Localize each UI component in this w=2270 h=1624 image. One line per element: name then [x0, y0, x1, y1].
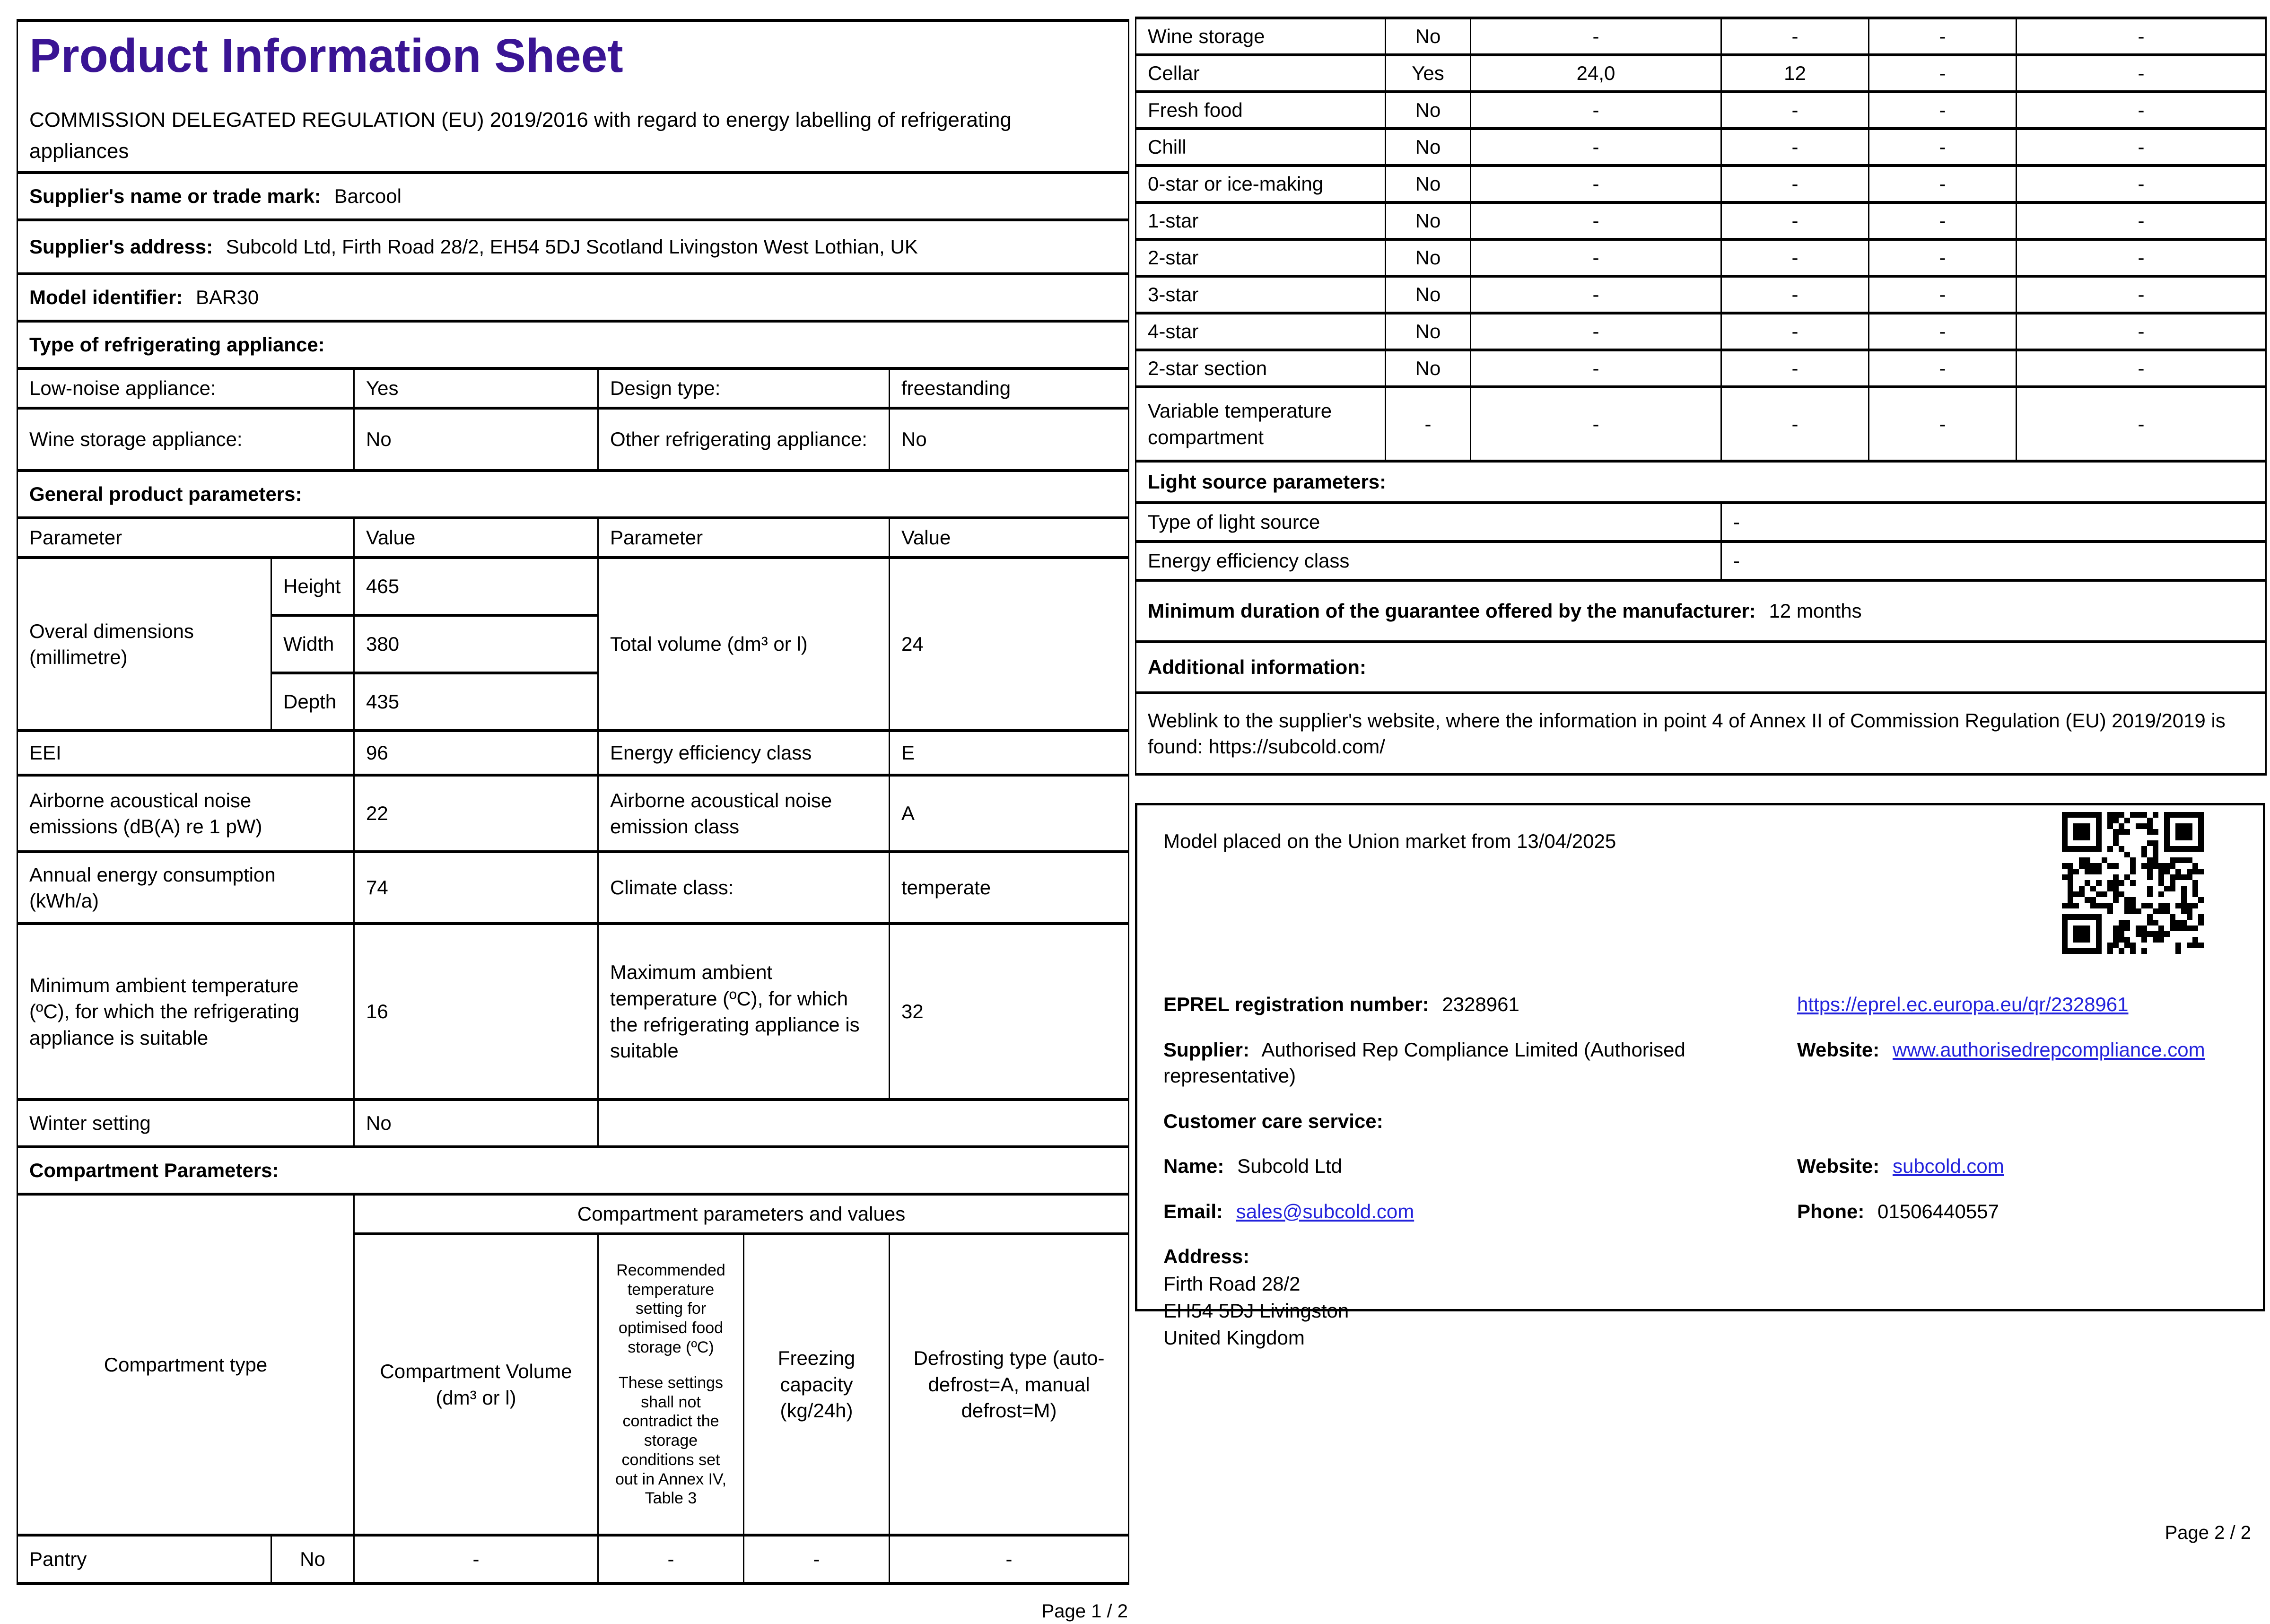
compartment-temp-cell: 12: [1721, 55, 1869, 92]
page-title: Product Information Sheet: [29, 29, 623, 82]
compartment-present-cell: No: [1386, 313, 1471, 350]
care-name: [1163, 1153, 1778, 1179]
compartment-defrost-cell: -: [890, 1535, 1129, 1583]
depth-value: 435: [354, 673, 598, 731]
light-type-value: -: [1721, 503, 2266, 541]
compartment-defrost-cell: -: [2017, 239, 2266, 276]
min-ambient-label: Minimum ambient temperature (ºC), for which the refrigerating appliance is suitable: [17, 924, 354, 1100]
supplier-address-value: Subcold Ltd, Firth Road 28/2, EH54 5DJ Scotland Livingston West Lothian, UK: [226, 236, 918, 258]
compartment-defrost-cell: -: [2017, 18, 2266, 55]
supplier-website-label: Website:: [1797, 1038, 1880, 1061]
compartment-row: [1136, 350, 2266, 387]
compartment-present-cell: No: [1386, 92, 1471, 129]
compartment-name-cell: 0-star or ice-making: [1136, 166, 1386, 202]
care-website-link[interactable]: subcold.com: [1892, 1155, 2004, 1178]
noise-class-label: Airborne acoustical noise emission class: [598, 775, 890, 852]
compartment-defrost-cell: -: [2017, 92, 2266, 129]
max-ambient-label: Maximum ambient temperature (ºC), for which the refrigerating appliance is suitable: [598, 924, 890, 1100]
winter-setting-value: No: [354, 1100, 598, 1147]
page2-table: [1135, 17, 2267, 776]
compartment-defrost-cell: -: [2017, 350, 2266, 387]
regulation-subtitle: COMMISSION DELEGATED REGULATION (EU) 2019/2016 with regard to energy labelling of refrigerating appliances: [29, 108, 1012, 163]
compartment-temp-cell: -: [1721, 129, 1869, 166]
compartment-volume-header: Compartment Volume (dm³ or l): [354, 1234, 598, 1535]
weblink-text: Weblink to the supplier's website, where the information in point 4 of Annex II of Commission Regulation (EU) 2019/2019 is found:: [1148, 709, 2226, 758]
other-appliance-value: No: [890, 408, 1129, 471]
compartment-present-cell: No: [271, 1535, 354, 1583]
freezing-capacity-header: Freezing capacity (kg/24h): [744, 1234, 890, 1535]
climate-class-label: Climate class:: [598, 852, 890, 924]
compartment-name-cell: Cellar: [1136, 55, 1386, 92]
compartment-defrost-cell: -: [2017, 166, 2266, 202]
market-date-line: Model placed on the Union market from 13/04/2025: [1163, 830, 1616, 852]
compartment-temp-cell: -: [1721, 166, 1869, 202]
compartment-row: [1136, 55, 2266, 92]
compartment-freezing-cell: -: [1869, 129, 2017, 166]
compartment-name-cell: Variable temperature compartment: [1136, 387, 1386, 461]
compartment-present-cell: No: [1386, 166, 1471, 202]
compartment-freezing-cell: -: [1869, 92, 2017, 129]
eprel-registration: [1163, 991, 1778, 1017]
height-value: 465: [354, 558, 598, 615]
compartment-present-cell: Yes: [1386, 55, 1471, 92]
supplier-website: [1797, 1037, 2237, 1063]
compartment-name-cell: 2-star section: [1136, 350, 1386, 387]
supplier-name-value: Barcool: [334, 185, 402, 208]
wine-storage-appliance-value: No: [354, 408, 598, 471]
compartment-present-cell: No: [1386, 239, 1471, 276]
compartment-row: [1136, 92, 2266, 129]
compartment-temp-cell: -: [1721, 313, 1869, 350]
compartment-row: [1136, 313, 2266, 350]
title-block: [17, 20, 1129, 173]
care-address-line: United Kingdom: [1163, 1327, 1305, 1349]
supplier-representative: [1163, 1037, 1778, 1089]
energy-class-label: Energy efficiency class: [598, 731, 890, 775]
compartment-freezing-cell: -: [1869, 166, 2017, 202]
width-label: Width: [271, 615, 354, 673]
care-name-value: Subcold Ltd: [1237, 1155, 1342, 1178]
compartment-temp-cell: -: [598, 1535, 744, 1583]
noise-label: Airborne acoustical noise emissions (dB(A) re 1 pW): [17, 775, 354, 852]
care-phone: [1797, 1198, 2237, 1224]
guarantee-row: [1136, 580, 2266, 642]
compartment-name-cell: Pantry: [17, 1535, 271, 1583]
recommended-temp-header-part2: These settings shall not contradict the storage conditions set out in Annex IV, Table 3: [615, 1373, 727, 1508]
weblink-url: https://subcold.com/: [1208, 735, 1385, 758]
care-phone-label: Phone:: [1797, 1200, 1865, 1222]
width-value: 380: [354, 615, 598, 673]
compartment-volume-cell: -: [1471, 313, 1721, 350]
compartment-volume-cell: -: [1471, 18, 1721, 55]
eprel-link[interactable]: https://eprel.ec.europa.eu/qr/2328961: [1797, 993, 2129, 1016]
compartment-temp-cell: -: [1721, 276, 1869, 313]
wine-storage-appliance-label: Wine storage appliance:: [17, 408, 354, 471]
height-label: Height: [271, 558, 354, 615]
compartment-row-pantry: [17, 1535, 1129, 1583]
light-source-heading: Light source parameters:: [1136, 461, 2266, 503]
compartment-freezing-cell: -: [744, 1535, 890, 1583]
model-identifier-value: BAR30: [196, 286, 259, 309]
care-website-label: Website:: [1797, 1155, 1880, 1178]
care-email-link[interactable]: sales@subcold.com: [1236, 1200, 1414, 1222]
compartment-volume-cell: 24,0: [1471, 55, 1721, 92]
compartment-freezing-cell: -: [1869, 276, 2017, 313]
light-class-label: Energy efficiency class: [1136, 541, 1721, 580]
compartment-name-cell: 2-star: [1136, 239, 1386, 276]
compartment-name-cell: 4-star: [1136, 313, 1386, 350]
compartment-defrost-cell: -: [2017, 129, 2266, 166]
compartment-name-cell: 3-star: [1136, 276, 1386, 313]
total-volume-label: Total volume (dm³ or l): [598, 558, 890, 731]
type-heading: Type of refrigerating appliance:: [17, 321, 1129, 368]
compartment-volume-cell: -: [1471, 166, 1721, 202]
eprel-model-box: [1135, 803, 2265, 1349]
compartment-name-cell: Chill: [1136, 129, 1386, 166]
compartment-row: [1136, 18, 2266, 55]
compartment-group-header: Compartment parameters and values: [354, 1194, 1129, 1234]
noise-class-value: A: [890, 775, 1129, 852]
compartment-parameters-heading: Compartment Parameters:: [17, 1147, 1129, 1194]
supplier-label: Supplier:: [1163, 1038, 1250, 1061]
compartment-volume-cell: -: [1471, 350, 1721, 387]
model-identifier-label: Model identifier:: [29, 286, 183, 309]
compartment-type-header: Compartment type: [17, 1194, 354, 1535]
depth-label: Depth: [271, 673, 354, 731]
compartment-temp-cell: -: [1721, 92, 1869, 129]
compartment-row: [1136, 239, 2266, 276]
care-website: [1797, 1153, 2237, 1179]
other-appliance-label: Other refrigerating appliance:: [598, 408, 890, 471]
min-ambient-value: 16: [354, 924, 598, 1100]
page-2: [1135, 17, 2265, 1349]
compartment-name-cell: Wine storage: [1136, 18, 1386, 55]
compartment-present-cell: No: [1386, 202, 1471, 239]
compartment-row: [1136, 276, 2266, 313]
compartment-temp-cell: -: [1721, 239, 1869, 276]
compartment-present-cell: No: [1386, 350, 1471, 387]
customer-care-heading: Customer care service:: [1163, 1109, 1383, 1132]
winter-setting-label: Winter setting: [17, 1100, 354, 1147]
general-parameters-heading: General product parameters:: [17, 471, 1129, 518]
compartment-row: [1136, 129, 2266, 166]
page1-table: [17, 19, 1129, 1585]
supplier-name-label: Supplier's name or trade mark:: [29, 185, 321, 208]
supplier-website-link[interactable]: www.authorisedrepcompliance.com: [1892, 1038, 2205, 1061]
compartment-defrost-cell: -: [2017, 387, 2266, 461]
light-type-label: Type of light source: [1136, 503, 1721, 541]
value-header-1: Value: [354, 518, 598, 558]
winter-setting-empty-cell: [598, 1100, 1129, 1147]
compartment-temp-cell: -: [1721, 387, 1869, 461]
defrosting-type-header: Defrosting type (auto-defrost=A, manual defrost=M): [890, 1234, 1129, 1535]
weblink-row: [1136, 693, 2266, 774]
compartment-name-cell: Fresh food: [1136, 92, 1386, 129]
compartment-freezing-cell: -: [1869, 387, 2017, 461]
compartment-row: [1136, 387, 2266, 461]
value-header-2: Value: [890, 518, 1129, 558]
dimensions-label: Overal dimensions (millimetre): [17, 558, 271, 731]
climate-class-value: temperate: [890, 852, 1129, 924]
page2-footer: Page 2 / 2: [2165, 1522, 2251, 1543]
compartment-volume-cell: -: [1471, 387, 1721, 461]
care-address-block: [1163, 1243, 2237, 1351]
compartment-defrost-cell: -: [2017, 276, 2266, 313]
page-1: [17, 19, 1128, 1624]
noise-value: 22: [354, 775, 598, 852]
supplier-address-row: [17, 220, 1129, 274]
guarantee-label: Minimum duration of the guarantee offered by the manufacturer:: [1148, 600, 1756, 622]
low-noise-value: Yes: [354, 368, 598, 408]
compartment-volume-cell: -: [1471, 239, 1721, 276]
eei-label: EEI: [17, 731, 354, 775]
supplier-address-label: Supplier's address:: [29, 236, 213, 258]
annual-energy-value: 74: [354, 852, 598, 924]
compartment-temp-cell: -: [1721, 350, 1869, 387]
model-identifier-row: [17, 274, 1129, 321]
compartment-volume-cell: -: [1471, 129, 1721, 166]
eprel-number: 2328961: [1442, 993, 1519, 1016]
compartment-freezing-cell: -: [1869, 202, 2017, 239]
recommended-temp-header: [598, 1234, 744, 1535]
max-ambient-value: 32: [890, 924, 1129, 1100]
light-class-value: -: [1721, 541, 2266, 580]
compartment-defrost-cell: -: [2017, 55, 2266, 92]
compartment-volume-cell: -: [1471, 202, 1721, 239]
compartment-freezing-cell: -: [1869, 55, 2017, 92]
eei-value: 96: [354, 731, 598, 775]
page1-footer: Page 1 / 2: [1041, 1601, 1128, 1622]
qr-code: [2062, 812, 2204, 954]
energy-class-value: E: [890, 731, 1129, 775]
compartment-defrost-cell: -: [2017, 202, 2266, 239]
supplier-name-row: [17, 173, 1129, 220]
compartment-freezing-cell: -: [1869, 313, 2017, 350]
supplier-value: Authorised Rep Compliance Limited (Authorised representative): [1163, 1038, 1685, 1087]
compartment-present-cell: No: [1386, 129, 1471, 166]
param-header-1: Parameter: [17, 518, 354, 558]
total-volume-value: 24: [890, 558, 1129, 731]
care-email-label: Email:: [1163, 1200, 1223, 1222]
compartment-volume-cell: -: [1471, 276, 1721, 313]
design-type-value: freestanding: [890, 368, 1129, 408]
compartment-volume-cell: -: [1471, 92, 1721, 129]
design-type-label: Design type:: [598, 368, 890, 408]
param-header-2: Parameter: [598, 518, 890, 558]
compartment-temp-cell: -: [1721, 202, 1869, 239]
compartment-present-cell: No: [1386, 276, 1471, 313]
additional-info-heading: Additional information:: [1136, 642, 2266, 693]
recommended-temp-header-part1: Recommended temperature setting for optimised food storage (ºC): [616, 1261, 725, 1356]
care-address-label: Address:: [1163, 1245, 1250, 1268]
care-email: [1163, 1198, 1778, 1224]
compartment-freezing-cell: -: [1869, 18, 2017, 55]
care-address-line: Firth Road 28/2: [1163, 1272, 1301, 1295]
compartment-row: [1136, 166, 2266, 202]
care-name-label: Name:: [1163, 1155, 1224, 1178]
compartment-freezing-cell: -: [1869, 350, 2017, 387]
compartment-freezing-cell: -: [1869, 239, 2017, 276]
compartment-name-cell: 1-star: [1136, 202, 1386, 239]
eprel-label: EPREL registration number:: [1163, 993, 1429, 1016]
care-address-line: EH54 5DJ Livingston: [1163, 1299, 1349, 1322]
compartment-volume-cell: -: [354, 1535, 598, 1583]
guarantee-value: 12 months: [1769, 600, 1862, 622]
care-phone-value: 01506440557: [1877, 1200, 1999, 1222]
annual-energy-label: Annual energy consumption (kWh/a): [17, 852, 354, 924]
compartment-defrost-cell: -: [2017, 313, 2266, 350]
compartment-present-cell: No: [1386, 18, 1471, 55]
compartment-row: [1136, 202, 2266, 239]
compartment-present-cell: -: [1386, 387, 1471, 461]
compartment-temp-cell: -: [1721, 18, 1869, 55]
low-noise-label: Low-noise appliance:: [17, 368, 354, 408]
